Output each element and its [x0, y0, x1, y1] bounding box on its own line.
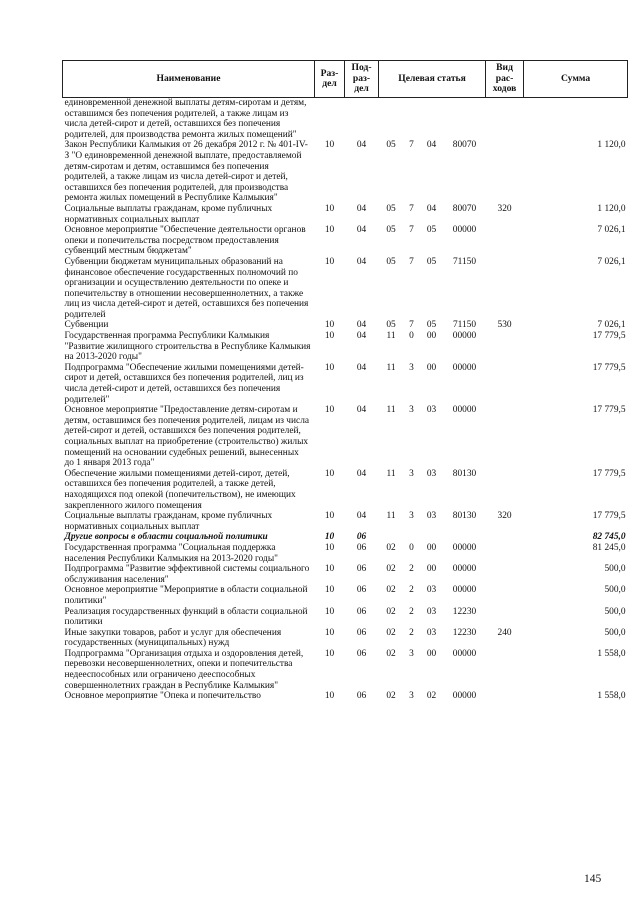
cell-target-program: 05	[386, 256, 396, 267]
cell-target-event: 00	[426, 564, 437, 575]
cell-vid: 320	[497, 203, 512, 214]
cell-target-direction: 12230	[452, 606, 477, 617]
cell-target-event: 03	[426, 405, 437, 416]
table-row	[63, 204, 628, 225]
cell-name: Основное мероприятие "Предоставление детям-сиротам и детям, оставшимся без попечения родителей, лицам из числа детей-сирот и детей, оставшихся без попечения родителей, социальных выплат на приобретение (строительство) жилых помещений на основании судебных решений, вынесенных до 1 января 2013 года"	[64, 405, 310, 469]
table-row	[63, 331, 628, 363]
cell-vid	[486, 607, 524, 628]
table-row	[63, 585, 628, 606]
cell-target-program: 02	[386, 564, 396, 575]
cell-summa: 500,0	[604, 585, 626, 596]
cell-podrazdel: 04	[356, 362, 367, 373]
table-header	[63, 61, 628, 98]
cell-target-program: 02	[386, 585, 396, 596]
cell-name: единовременной денежной выплаты детям-сиротам и детям, оставшимся без попечения родителей, а также лицам из числа детей-сирот и детей, оставшихся без попечения родителей, для производства ремонта жилых помещений"	[64, 98, 307, 140]
header-vid: Вид рас- ходов	[486, 61, 524, 98]
table-row	[63, 532, 628, 543]
cell-target-direction: 00000	[452, 362, 477, 373]
cell-target-event: 04	[426, 203, 437, 214]
cell-target-direction: 00000	[452, 585, 477, 596]
cell-name: Другие вопросы в области социальной политики	[64, 532, 268, 543]
cell-target-event: 00	[426, 362, 437, 373]
cell-target-event: 03	[426, 627, 437, 638]
cell-vid	[486, 363, 524, 405]
cell-podrazdel: 04	[356, 468, 367, 479]
cell-target-program: 02	[386, 627, 396, 638]
cell-target-event: 00	[426, 648, 437, 659]
cell-razdel: 10	[324, 532, 335, 543]
cell-name: Подпрограмма "Организация отдыха и оздоровления детей, перевозки несовершеннолетних, опеки и попечительства недееспособных или ограничено дееспособных совершеннолетних граждан в Республике Калмыкия"	[64, 648, 304, 691]
cell-summa: 82 745,0	[592, 532, 626, 543]
cell-target-direction: 71150	[452, 256, 477, 267]
cell-podrazdel: 06	[356, 532, 367, 543]
cell-target-program	[379, 98, 404, 141]
cell-target-direction: 80130	[452, 511, 477, 522]
cell-razdel: 10	[324, 627, 335, 638]
cell-name: Основное мероприятие "Обеспечение деятельности органов опеки и попечительства посредством предоставления субвенций местным бюджетам"	[64, 225, 306, 257]
cell-podrazdel: 06	[356, 691, 367, 702]
cell-target-direction: 80130	[452, 468, 477, 479]
cell-target-event: 00	[426, 542, 437, 553]
cell-target-program: 05	[386, 203, 396, 214]
cell-target-direction: 00000	[452, 542, 477, 553]
cell-vid: 320	[497, 511, 512, 522]
cell-razdel: 10	[324, 331, 335, 342]
cell-name: Обеспечение жилыми помещениями детей-сирот, детей, оставшихся без попечения родителей, а также детей, находящихся под опекой (попечительством), не имеющих закрепленного жилого помещения	[64, 468, 296, 511]
cell-razdel: 10	[324, 585, 335, 596]
cell-target-direction: 00000	[452, 691, 477, 702]
cell-target-program	[379, 532, 404, 543]
cell-summa: 500,0	[604, 564, 626, 575]
cell-razdel: 10	[324, 468, 335, 479]
cell-vid	[486, 469, 524, 511]
cell-target-subprogram: 3	[409, 511, 414, 522]
cell-target-program: 11	[386, 405, 396, 416]
cell-summa: 7 026,1	[597, 225, 626, 236]
cell-target-event: 03	[426, 511, 437, 522]
cell-summa	[524, 98, 628, 141]
table-row	[63, 140, 628, 204]
cell-razdel: 10	[324, 140, 335, 151]
cell-podrazdel: 04	[356, 140, 367, 151]
table-body	[63, 98, 628, 702]
cell-target-subprogram: 2	[409, 564, 414, 575]
cell-podrazdel: 04	[356, 331, 367, 342]
cell-target-program: 05	[386, 225, 396, 236]
cell-summa: 500,0	[604, 627, 626, 638]
cell-target-event: 05	[426, 225, 437, 236]
table-row	[63, 607, 628, 628]
cell-razdel: 10	[324, 691, 335, 702]
cell-summa: 17 779,5	[592, 331, 626, 342]
header-razdel: Раз- дел	[315, 61, 345, 98]
cell-target-direction: 80070	[452, 203, 477, 214]
cell-target-subprogram: 3	[409, 691, 414, 702]
cell-name: Иные закупки товаров, работ и услуг для обеспечения государственных (муниципальных) нужд	[64, 627, 282, 649]
cell-target-subprogram: 2	[409, 585, 414, 596]
cell-target-subprogram: 3	[409, 362, 414, 373]
cell-vid	[486, 257, 524, 321]
cell-podrazdel: 06	[356, 606, 367, 617]
cell-target-subprogram	[404, 98, 420, 141]
cell-target-event: 03	[426, 606, 437, 617]
cell-razdel: 10	[324, 256, 335, 267]
cell-target-program: 05	[386, 140, 396, 151]
cell-razdel: 10	[324, 225, 335, 236]
cell-razdel: 10	[324, 606, 335, 617]
table-row	[63, 691, 628, 702]
cell-podrazdel: 06	[356, 542, 367, 553]
cell-vid	[486, 691, 524, 702]
header-target: Целевая статья	[379, 61, 486, 98]
cell-target-direction: 00000	[452, 564, 477, 575]
cell-vid	[486, 405, 524, 469]
cell-target-event	[420, 98, 444, 141]
cell-summa: 1 120,0	[597, 203, 626, 214]
header-name: Наименование	[63, 61, 315, 98]
table-row	[63, 564, 628, 585]
cell-razdel: 10	[324, 648, 335, 659]
table-row	[63, 257, 628, 321]
cell-razdel: 10	[324, 320, 335, 331]
cell-podrazdel	[345, 98, 379, 141]
cell-name: Закон Республики Калмыкия от 26 декабря 2012 г. № 401-IV-З "О единовременной денежной выплате, предоставляемой детям-сиротам и детям, оставшимся без попечения родителей, а также лицам из числа детей-сирот и детей, оставшихся без попечения родителей, для производства ремонта жилых помещений в Республике Калмыкия"	[64, 140, 308, 204]
cell-podrazdel: 04	[356, 405, 367, 416]
cell-name: Основное мероприятие "Мероприятие в области социальной политики"	[64, 585, 308, 606]
cell-target-program: 05	[386, 320, 396, 331]
cell-target-subprogram: 7	[409, 225, 414, 236]
cell-razdel	[315, 98, 345, 141]
table-row	[63, 320, 628, 331]
cell-summa: 17 779,5	[592, 362, 626, 373]
cell-summa: 1 120,0	[597, 140, 626, 151]
cell-razdel: 10	[324, 203, 335, 214]
budget-table	[62, 60, 628, 702]
cell-target-program: 11	[386, 331, 396, 342]
cell-podrazdel: 04	[356, 225, 367, 236]
cell-target-subprogram: 3	[409, 405, 414, 416]
cell-target-event: 00	[426, 331, 437, 342]
cell-podrazdel: 06	[356, 564, 367, 575]
cell-vid	[486, 98, 524, 141]
header-podrazdel: Под- раз- дел	[345, 61, 379, 98]
cell-summa: 1 558,0	[597, 691, 626, 702]
cell-podrazdel: 04	[356, 511, 367, 522]
table-row	[63, 225, 628, 257]
cell-podrazdel: 04	[356, 320, 367, 331]
table-row	[63, 511, 628, 532]
cell-razdel: 10	[324, 542, 335, 553]
cell-target-direction: 00000	[452, 225, 477, 236]
cell-name: Основное мероприятие "Опека и попечительство	[64, 691, 261, 702]
cell-summa: 7 026,1	[597, 256, 626, 267]
cell-summa: 81 245,0	[592, 542, 626, 553]
cell-target-event: 05	[426, 320, 437, 331]
cell-podrazdel: 06	[356, 648, 367, 659]
cell-vid	[486, 585, 524, 606]
cell-podrazdel: 04	[356, 203, 367, 214]
cell-vid	[486, 532, 524, 543]
cell-name: Подпрограмма "Обеспечение жилыми помещениями детей-сирот и детей, оставшихся без попечения родителей, лиц из числа детей-сирот и детей, оставшихся без попечения родителей"	[64, 362, 304, 405]
cell-vid	[486, 225, 524, 257]
cell-target-subprogram: 7	[409, 256, 414, 267]
cell-name: Социальные выплаты гражданам, кроме публичных нормативных социальных выплат	[64, 511, 273, 532]
cell-target-program: 11	[386, 511, 396, 522]
cell-target-subprogram: 2	[409, 606, 414, 617]
table-row	[63, 98, 628, 141]
cell-target-subprogram: 3	[409, 648, 414, 659]
cell-razdel: 10	[324, 362, 335, 373]
cell-name: Государственная программа Республики Калмыкия "Развитие жилищного строительства в Республике Калмыкия на 2013-2020 годы"	[64, 331, 311, 363]
cell-target-direction: 71150	[452, 320, 477, 331]
cell-target-program: 02	[386, 648, 396, 659]
cell-vid: 530	[497, 320, 512, 331]
cell-target-program: 02	[386, 606, 396, 617]
cell-target-event: 03	[426, 585, 437, 596]
cell-target-direction: 00000	[452, 648, 477, 659]
cell-target-program: 02	[386, 542, 396, 553]
cell-target-event: 04	[426, 140, 437, 151]
cell-name: Государственная программа "Социальная поддержка населения Республики Калмыкия на 2013-2020 годы"	[64, 542, 278, 564]
cell-vid	[486, 140, 524, 204]
page-number: 145	[584, 873, 602, 885]
cell-razdel: 10	[324, 564, 335, 575]
cell-target-event: 02	[426, 691, 437, 702]
cell-target-direction: 00000	[452, 331, 477, 342]
cell-target-direction: 80070	[452, 140, 477, 151]
cell-name: Субвенции бюджетам муниципальных образований на финансовое обеспечение государственных полномочий по организации и осуществлению деятельности по опеке и попечительству в отношении несовершеннолетних, а также лиц из числа детей-сирот и детей, оставшихся без попечения родителей	[64, 256, 309, 320]
cell-target-subprogram: 7	[409, 320, 414, 331]
cell-podrazdel: 04	[356, 256, 367, 267]
cell-target-event: 03	[426, 468, 437, 479]
cell-vid	[486, 543, 524, 564]
cell-name: Реализация государственных функций в области социальной политики	[64, 606, 308, 628]
cell-target-subprogram: 3	[409, 468, 414, 479]
cell-podrazdel: 06	[356, 585, 367, 596]
cell-summa: 17 779,5	[592, 511, 626, 522]
cell-target-program: 11	[386, 362, 396, 373]
cell-target-subprogram: 7	[409, 203, 414, 214]
cell-target-direction	[444, 98, 486, 141]
cell-summa: 17 779,5	[592, 405, 626, 416]
cell-target-subprogram	[404, 532, 420, 543]
cell-summa: 7 026,1	[597, 320, 626, 331]
cell-vid	[486, 649, 524, 691]
cell-summa: 17 779,5	[592, 468, 626, 479]
table-row	[63, 649, 628, 691]
cell-target-program: 11	[386, 468, 396, 479]
cell-vid	[486, 331, 524, 363]
cell-vid	[486, 564, 524, 585]
cell-podrazdel: 06	[356, 627, 367, 638]
header-summa: Сумма	[524, 61, 628, 98]
cell-target-subprogram: 2	[409, 627, 414, 638]
cell-target-direction	[444, 532, 486, 543]
cell-target-direction: 00000	[452, 405, 477, 416]
cell-name: Субвенции	[64, 320, 109, 331]
table-row	[63, 363, 628, 405]
cell-vid: 240	[497, 627, 512, 638]
table-row	[63, 543, 628, 564]
table-row	[63, 405, 628, 469]
cell-target-program: 02	[386, 691, 396, 702]
table-row	[63, 469, 628, 511]
cell-summa: 1 558,0	[597, 648, 626, 659]
cell-name: Подпрограмма "Развитие эффективной системы социального обслуживания населения"	[64, 564, 310, 585]
cell-target-subprogram: 0	[409, 542, 414, 553]
cell-target-event: 05	[426, 256, 437, 267]
cell-target-subprogram: 0	[409, 331, 414, 342]
table-row	[63, 628, 628, 649]
cell-razdel: 10	[324, 511, 335, 522]
cell-target-direction: 12230	[452, 627, 477, 638]
cell-target-subprogram: 7	[409, 140, 414, 151]
cell-target-event	[420, 532, 444, 543]
cell-summa: 500,0	[604, 606, 626, 617]
cell-razdel: 10	[324, 405, 335, 416]
cell-name: Социальные выплаты гражданам, кроме публичных нормативных социальных выплат	[64, 203, 273, 225]
